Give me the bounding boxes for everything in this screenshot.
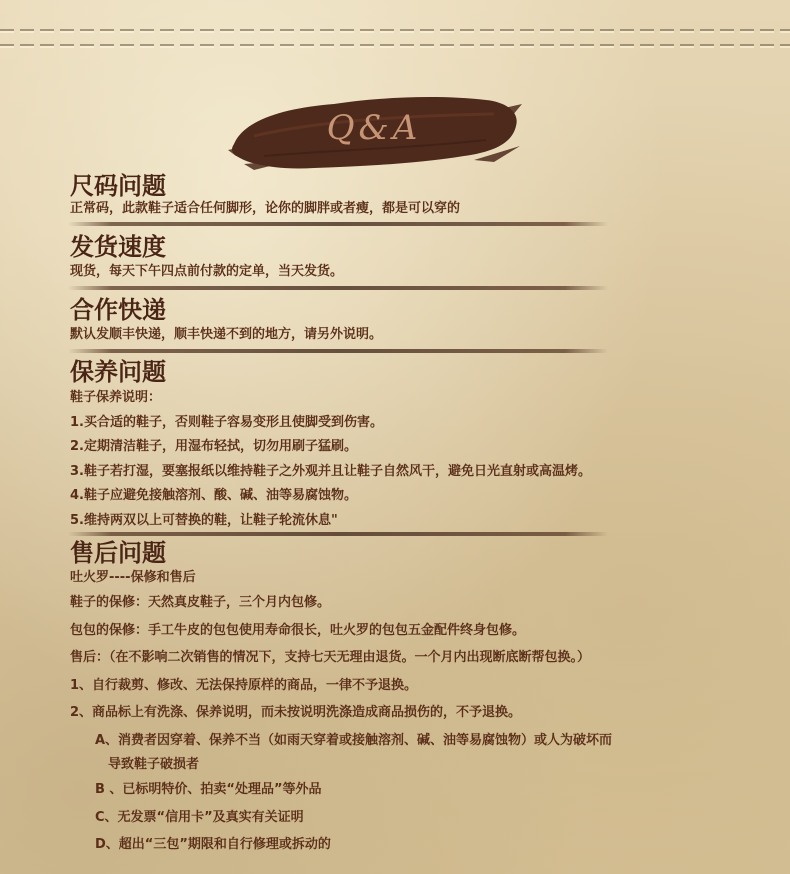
aftersales-return-policy: 售后：（在不影响二次销售的情况下，支持七天无理由退货。一个月内出现断底断帮包换。） bbox=[70, 650, 591, 665]
section-aftersales bbox=[70, 539, 612, 859]
size-text: 正常码，此款鞋子适合任何脚形，论你的脚胖或者瘦，都是可以穿的 bbox=[70, 201, 461, 216]
aftersales-exception-a: A、消费者因穿着、保养不当（如雨天穿着或接触溶剂、碱、油等易腐蚀物）或人为破坏而 bbox=[95, 732, 613, 748]
section-title-shipping: 发货速度 bbox=[70, 233, 166, 261]
aftersales-bag-warranty: 包包的保修：手工牛皮的包包使用寿命很长，吐火罗的包包五金配件终身包修。 bbox=[70, 622, 526, 638]
qa-badge bbox=[224, 86, 524, 182]
section-divider bbox=[68, 349, 608, 353]
care-item-4: 4.鞋子应避免接触溶剂、酸、碱、油等易腐蚀物。 bbox=[70, 488, 357, 503]
section-divider bbox=[68, 532, 608, 536]
care-subtitle: 鞋子保养说明： bbox=[70, 390, 162, 405]
stitch-line-top bbox=[0, 26, 790, 34]
section-divider bbox=[68, 222, 608, 226]
care-item-5: 5.维持两双以上可替换的鞋，让鞋子轮流休息" bbox=[70, 512, 338, 528]
section-courier bbox=[70, 296, 382, 344]
care-item-3: 3.鞋子若打湿，要塞报纸以维持鞋子之外观并且让鞋子自然风干，避免日光直射或高温烤。 bbox=[70, 463, 591, 479]
aftersales-exception-d: D、超出“三包”期限和自行修理或拆动的 bbox=[95, 837, 331, 852]
section-title-care: 保养问题 bbox=[70, 358, 166, 386]
aftersales-exception-b: B 、已标明特价、拍卖“处理品”等外品 bbox=[95, 782, 322, 797]
aftersales-rule-1: 1、自行裁剪、修改、无法保持原样的商品，一律不予退换。 bbox=[70, 677, 418, 693]
aftersales-brand: 吐火罗----保修和售后 bbox=[70, 570, 196, 585]
stitch-line-second bbox=[0, 41, 790, 49]
aftersales-exception-c: C、无发票“信用卡”及真实有关证明 bbox=[95, 809, 304, 825]
shipping-text: 现货，每天下午四点前付款的定单，当天发货。 bbox=[70, 264, 344, 279]
care-item-1: 1.买合适的鞋子，否则鞋子容易变形且使脚受到伤害。 bbox=[70, 414, 383, 430]
aftersales-exception-a-cont: 导致鞋子破损者 bbox=[108, 757, 200, 772]
section-size bbox=[70, 172, 460, 218]
section-title-size: 尺码问题 bbox=[70, 172, 166, 200]
section-divider bbox=[68, 286, 608, 290]
care-item-2: 2.定期清洁鞋子，用湿布轻拭，切勿用刷子猛刷。 bbox=[70, 439, 357, 454]
qa-title: Q&A bbox=[326, 108, 422, 148]
section-shipping bbox=[70, 233, 343, 281]
aftersales-rule-2: 2、商品标上有洗涤、保养说明，而未按说明洗涤造成商品损伤的，不予退换。 bbox=[70, 705, 522, 720]
section-title-courier: 合作快递 bbox=[70, 296, 166, 324]
courier-text: 默认发顺丰快递，顺丰快递不到的地方，请另外说明。 bbox=[70, 327, 383, 342]
aftersales-shoe-warranty: 鞋子的保修：天然真皮鞋子，三个月内包修。 bbox=[70, 595, 331, 610]
section-title-aftersales: 售后问题 bbox=[70, 539, 166, 567]
section-care bbox=[70, 358, 591, 533]
